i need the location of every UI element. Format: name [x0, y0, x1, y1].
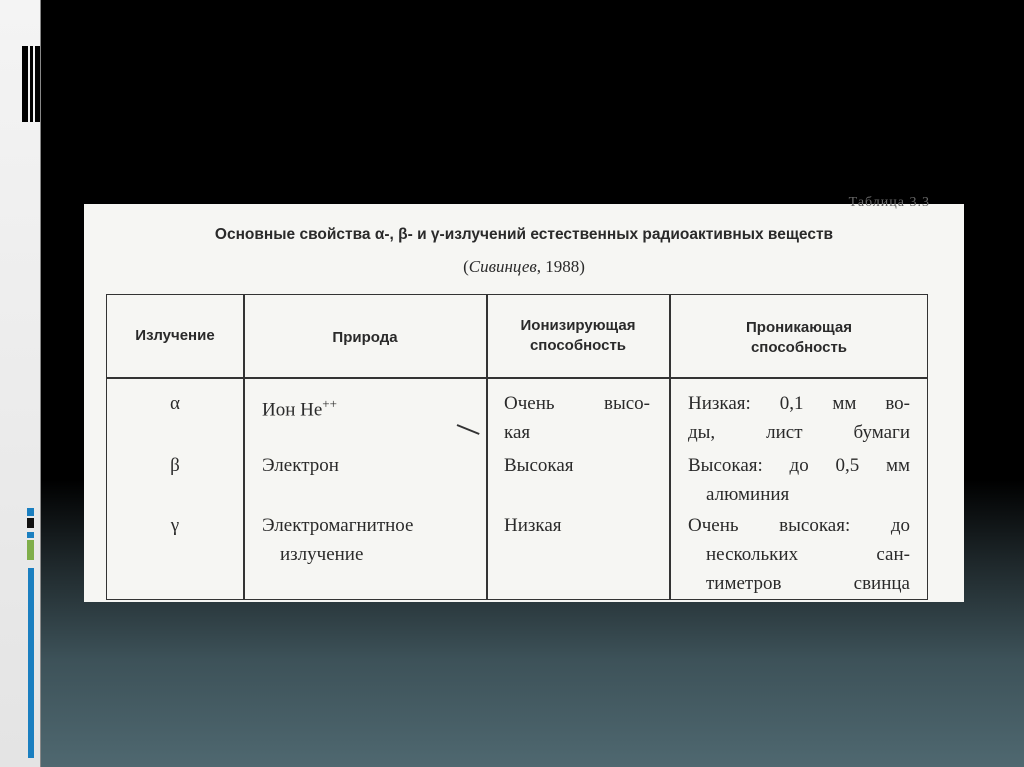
cell-penetrating-gamma: [688, 511, 910, 598]
cell-line: кая: [504, 422, 531, 443]
cell-line: алюминия: [706, 484, 790, 505]
decorative-square-blue: [27, 532, 34, 538]
header-nature: Природа: [332, 329, 398, 346]
cell-line: Электромагнитное: [262, 515, 414, 536]
properties-table: [106, 294, 928, 600]
table-title: Основные свойства α-, β- и γ-излучений естественных радиоактивных веществ: [214, 226, 834, 243]
decorative-square-green: [27, 540, 34, 560]
cell-ionizing-beta: Высокая: [504, 455, 574, 476]
cell-line: Низкая: 0,1 мм во-: [688, 393, 910, 414]
header-ionizing-line: способность: [529, 337, 627, 354]
decorative-bar: [35, 46, 40, 122]
slide-left-divider: [40, 0, 41, 767]
header-ionizing: [488, 316, 668, 356]
cell-line: тиметров свинца: [706, 573, 910, 594]
header-penetrating-line: способность: [750, 339, 848, 356]
cell-line: Высокая: до 0,5 мм: [688, 455, 910, 476]
decorative-square-blue: [27, 508, 34, 516]
source-year: , 1988: [536, 257, 580, 276]
table-source: (Сивинцев, 1988): [463, 257, 585, 276]
decorative-accent-line: [28, 568, 34, 758]
cut-off-header: Таблица 3.3: [848, 195, 930, 210]
cell-line: Очень высо-: [504, 393, 650, 414]
nature-superscript: ++: [322, 396, 337, 411]
cell-radiation-gamma: γ: [170, 515, 180, 536]
cell-nature-alpha: [262, 389, 337, 424]
decorative-bars: [22, 46, 40, 122]
cell-nature-beta: Электрон: [262, 455, 339, 476]
nature-text: Ион He: [262, 399, 323, 421]
cell-ionizing-alpha: [504, 389, 650, 447]
cell-ionizing-gamma: Низкая: [504, 515, 562, 536]
cell-nature-gamma: [262, 511, 413, 569]
cell-penetrating-beta: [688, 451, 910, 509]
cell-line: нескольких сан-: [706, 544, 910, 565]
decorative-bar: [22, 46, 28, 122]
decorative-bar: [30, 46, 33, 122]
cell-radiation-beta: β: [170, 455, 180, 476]
cell-line: ды, лист бумаги: [688, 422, 910, 443]
header-penetrating: [671, 318, 927, 358]
cell-line: излучение: [280, 544, 364, 565]
header-radiation: Излучение: [135, 327, 215, 344]
scanned-table-image: [84, 195, 964, 602]
header-ionizing-line: Ионизирующая: [520, 317, 636, 334]
cell-penetrating-alpha: [688, 389, 910, 447]
cell-line: Очень высокая: до: [688, 515, 910, 536]
decorative-square-dark: [27, 518, 34, 528]
source-author: Сивинцев: [468, 257, 537, 276]
header-divider: [107, 377, 927, 379]
cell-radiation-alpha: α: [170, 393, 180, 414]
header-penetrating-line: Проникающая: [746, 319, 852, 336]
